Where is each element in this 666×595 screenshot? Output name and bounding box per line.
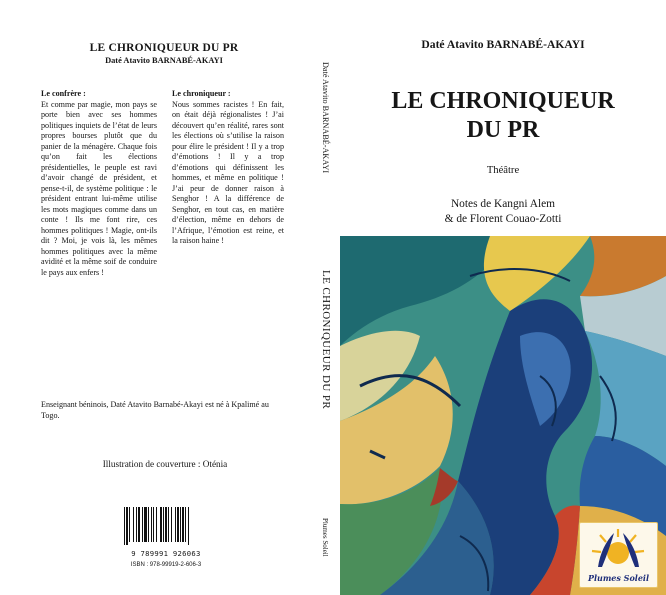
front-author: Daté Atavito BARNABÉ-AKAYI: [421, 38, 585, 51]
front-cover: [340, 0, 666, 595]
spine-publisher: Plumes Soleil: [321, 518, 329, 557]
sun-quill-icon: [580, 523, 657, 573]
chroniqueur-text: Nous sommes racistes ! En fait, on était déjà régionalistes ! J’ai découvert qu’en réalité, rares sont les élections où s’utilise la raison pour élire le président ! Il y a trop d’émotions ! Il y a trop d’émotions qui définissent les hommes, et même en politique ! J’ai peur de donner raison à Senghor ! A la différence de Senghor, en tout cas, en matière d’élection, même en dehors de l’Afrique, l’émotion est reine, et la raison haine !: [172, 99, 284, 245]
barcode: [120, 507, 212, 579]
front-title-line1: LE CHRONIQUEUR: [391, 88, 615, 114]
publisher-logo: [579, 522, 658, 588]
barcode-digits: 9 789991 926063: [131, 549, 201, 558]
spine-author: Daté Atavito BARNABÉ-AKAYI: [321, 62, 330, 174]
barcode-bars-icon: [124, 507, 208, 545]
spine: [308, 0, 340, 595]
notes-credit: [340, 197, 666, 226]
genre: Théâtre: [486, 165, 520, 176]
notes-line2: & de Florent Couao-Zotti: [444, 212, 562, 225]
front-title-line2: DU PR: [466, 117, 540, 143]
back-column-chroniqueur: [172, 89, 284, 247]
publisher-logo-text: Plumes Soleil: [587, 573, 650, 583]
back-title: LE CHRONIQUEUR DU PR: [89, 42, 239, 54]
back-author: Daté Atavito BARNABÉ-AKAYI: [105, 56, 223, 65]
front-title: [340, 87, 666, 145]
back-cover: [0, 0, 308, 595]
confrere-heading: Le confrère :: [41, 89, 86, 98]
spine-title: LE CHRONIQUEUR DU PR: [320, 270, 332, 410]
isbn: ISBN : 978-99919-2-606-3: [130, 562, 202, 568]
illustration-credit: Illustration de couverture : Oténia: [102, 459, 228, 469]
notes-line1: Notes de Kangni Alem: [450, 198, 556, 210]
confrere-text: Et comme par magie, mon pays se porte bien avec ses hommes politiques inquiets de l’état de leurs propres bourses plutôt que du panier de la ménagère. Chaque fois qu’on fait les élections présidentielles, le peuple est ravi d’avoir changé de président, et pense-t-il, de système politique : le président entrant lui-même utilise les mots magiques comme dans un conte ! Ils me font rire, ces hommes politiques ! Magie, ont-ils dit ? Moi, je vois là, les mêmes hommes politiques avec la même avidité et la même soif de conduire le pays aux enfers !: [41, 99, 157, 277]
author-bio: Enseignant béninois, Daté Atavito Barnabé-Akayi est né à Kpalimé au Togo.: [41, 400, 269, 420]
chroniqueur-heading: Le chroniqueur :: [172, 89, 231, 98]
back-column-confrere: [41, 89, 157, 278]
